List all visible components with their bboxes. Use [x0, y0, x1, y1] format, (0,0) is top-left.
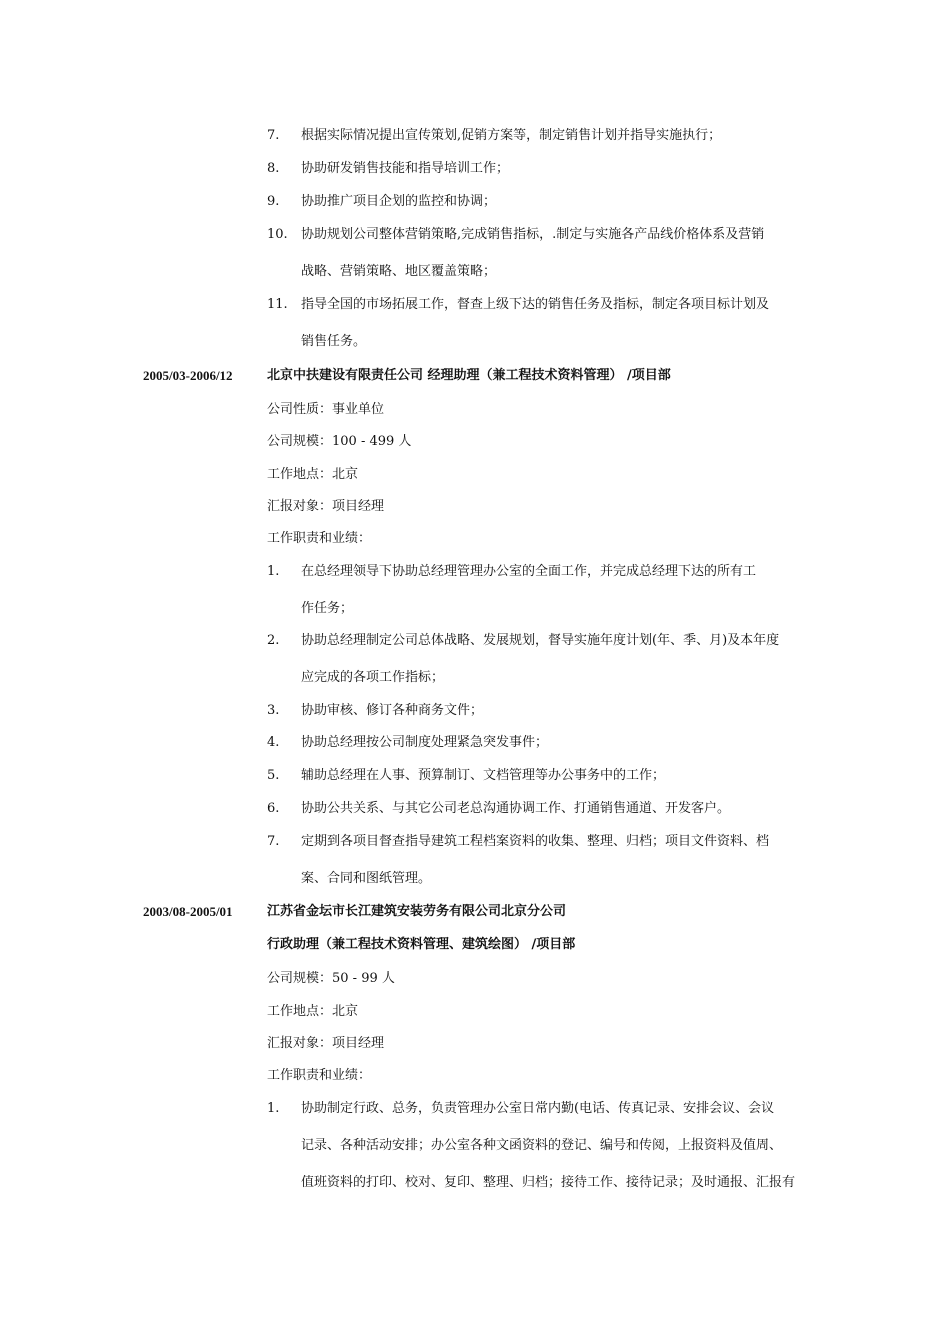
list-item-text: 协助推广项目企划的监控和协调； [301, 194, 497, 209]
list-item-text: 协助制定行政、总务，负责管理办公室日常内勤(电话、传真记录、安排会议、会议 [301, 1101, 775, 1116]
list-item-number: 3. [267, 703, 280, 718]
list-item-number: 1. [267, 564, 280, 579]
list-item-number: 2. [267, 633, 280, 648]
job-heading: 北京中扶建设有限责任公司 经理助理（兼工程技术资料管理） /项目部 [267, 368, 671, 383]
list-item-text-continued: 记录、各种活动安排；办公室各种文函资料的登记、编号和传阅，上报资料及值周、 [301, 1138, 783, 1153]
list-item-text-continued: 案、合同和图纸管理。 [301, 871, 432, 886]
list-item-number: 5. [267, 768, 280, 783]
list-item-text: 定期到各项目督查指导建筑工程档案资料的收集、整理、归档；项目文件资料、档 [301, 834, 770, 849]
list-item-number: 1. [267, 1101, 280, 1116]
work-location: 工作地点：北京 [267, 467, 359, 482]
list-item-text: 根据实际情况提出宣传策划,促销方案等，制定销售计划并指导实施执行； [301, 128, 722, 143]
list-item-text-continued: 战略、营销策略、地区覆盖策略； [301, 264, 497, 279]
list-item-text: 协助公共关系、与其它公司老总沟通协调工作、打通销售通道、开发客户。 [301, 801, 731, 816]
company-nature: 公司性质：事业单位 [267, 402, 385, 417]
job-position: 行政助理（兼工程技术资料管理、建筑绘图） /项目部 [267, 937, 576, 952]
company-scale: 公司规模：100 - 499 人 [267, 434, 412, 449]
duties-label: 工作职责和业绩： [267, 531, 372, 546]
list-item-text: 指导全国的市场拓展工作，督查上级下达的销售任务及指标，制定各项目标计划及 [301, 297, 770, 312]
list-item-number: 6. [267, 801, 280, 816]
list-item-number: 11. [267, 297, 288, 312]
work-location: 工作地点：北京 [267, 1004, 359, 1019]
job-date-range: 2003/08-2005/01 [143, 904, 233, 919]
list-item-text-continued: 销售任务。 [301, 334, 367, 349]
list-item-text: 在总经理领导下协助总经理管理办公室的全面工作，并完成总经理下达的所有工 [301, 564, 757, 579]
job-date-range: 2005/03-2006/12 [143, 368, 233, 383]
list-item-text-continued: 作任务； [301, 601, 354, 616]
list-item-number: 7. [267, 834, 280, 849]
list-item-text: 辅助总经理在人事、预算制订、文档管理等办公事务中的工作； [301, 768, 666, 783]
list-item-text-continued: 值班资料的打印、校对、复印、整理、归档；接待工作、接待记录；及时通报、汇报有 [301, 1175, 796, 1190]
list-item-text: 协助研发销售技能和指导培训工作； [301, 161, 510, 176]
job-company: 江苏省金坛市长江建筑安装劳务有限公司北京分公司 [267, 904, 567, 919]
list-item-text: 协助审核、修订各种商务文件； [301, 703, 484, 718]
list-item-number: 4. [267, 735, 280, 750]
list-item-text: 协助总经理制定公司总体战略、发展规划，督导实施年度计划(年、季、月)及本年度 [301, 633, 780, 648]
report-to: 汇报对象：项目经理 [267, 1036, 385, 1051]
list-item-text: 协助总经理按公司制度处理紧急突发事件； [301, 735, 549, 750]
list-item-text-continued: 应完成的各项工作指标； [301, 670, 445, 685]
list-item-number: 9. [267, 194, 280, 209]
company-scale: 公司规模：50 - 99 人 [267, 971, 395, 986]
list-item-text: 协助规划公司整体营销策略,完成销售指标，.制定与实施各产品线价格体系及营销 [301, 227, 765, 242]
report-to: 汇报对象：项目经理 [267, 499, 385, 514]
list-item-number: 8. [267, 161, 280, 176]
list-item-number: 7. [267, 128, 280, 143]
list-item-number: 10. [267, 227, 288, 242]
duties-label: 工作职责和业绩： [267, 1068, 372, 1083]
